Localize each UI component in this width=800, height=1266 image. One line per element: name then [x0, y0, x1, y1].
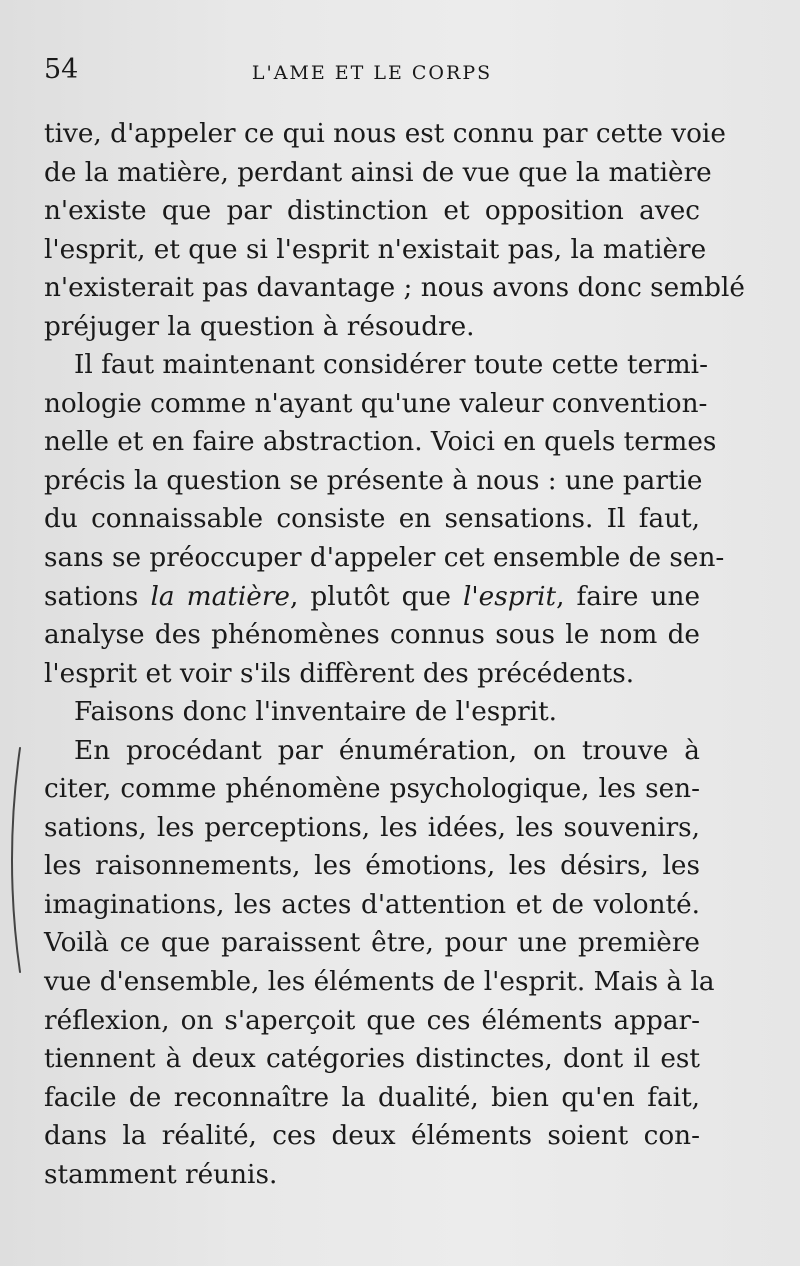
running-title: L'AME ET LE CORPS [251, 62, 493, 84]
paragraph-start-line: Faisons donc l'inventaire de l'esprit. [74, 697, 558, 728]
pencil-bracket-mark [0, 740, 28, 980]
text-line: n'existerait pas davantage ; nous avons donc semblé [44, 273, 745, 304]
text-run: , faire une [556, 581, 700, 612]
text-line: préjuger la question à résoudre. [44, 311, 475, 342]
text-line: du connaissable consiste en sensations. Il faut, [44, 504, 700, 535]
text-line: stamment réunis. [44, 1159, 278, 1190]
page-number: 54 [44, 54, 79, 85]
text-line: réflexion, on s'aperçoit que ces éléments appar- [44, 1005, 700, 1036]
text-line: tive, d'appeler ce qui nous est connu par cette voie [44, 119, 726, 149]
text-line: l'esprit, et que si l'esprit n'existait pas, la matière [44, 234, 707, 265]
text-line: l'esprit et voir s'ils diffèrent des précédents. [44, 658, 635, 689]
text-line: tiennent à deux catégories distinctes, dont il est [44, 1044, 700, 1075]
text-line-with-italics [44, 578, 700, 617]
text-line: analyse des phénomènes connus sous le nom de [44, 620, 700, 651]
text-run: , plutôt que [289, 581, 464, 612]
text-line: citer, comme phénomène psychologique, les sen- [44, 774, 700, 805]
text-line: n'existe que par distinction et opposition avec [44, 196, 700, 227]
text-line: dans la réalité, ces deux éléments soient con- [44, 1121, 700, 1152]
body-text [44, 115, 745, 1194]
text-line: précis la question se présente à nous : une partie [44, 465, 703, 496]
text-line: nelle et en faire abstraction. Voici en quels termes [44, 427, 717, 458]
text-line: de la matière, perdant ainsi de vue que la matière [44, 157, 712, 188]
text-line: sations, les perceptions, les idées, les souvenirs, [44, 812, 700, 843]
page-header [44, 52, 700, 92]
text-line: sans se préoccuper d'appeler cet ensemble de sen- [44, 543, 725, 574]
text-line: imaginations, les actes d'attention et de volonté. [44, 889, 700, 920]
text-run: sations [44, 581, 151, 612]
paragraph-start-line: Il faut maintenant considérer toute cette termi- [74, 350, 708, 381]
text-line: nologie comme n'ayant qu'une valeur convention- [44, 388, 708, 419]
italic-phrase: la matière [150, 581, 290, 612]
text-line: les raisonnements, les émotions, les désirs, les [44, 851, 700, 882]
text-line: vue d'ensemble, les éléments de l'esprit. Mais à la [44, 967, 715, 998]
text-line: facile de reconnaître la dualité, bien qu'en fait, [44, 1082, 700, 1113]
paragraph-start-line: En procédant par énumération, on trouve à [74, 735, 700, 766]
italic-phrase: l'esprit [463, 581, 557, 612]
text-line: Voilà ce que paraissent être, pour une première [44, 928, 700, 959]
